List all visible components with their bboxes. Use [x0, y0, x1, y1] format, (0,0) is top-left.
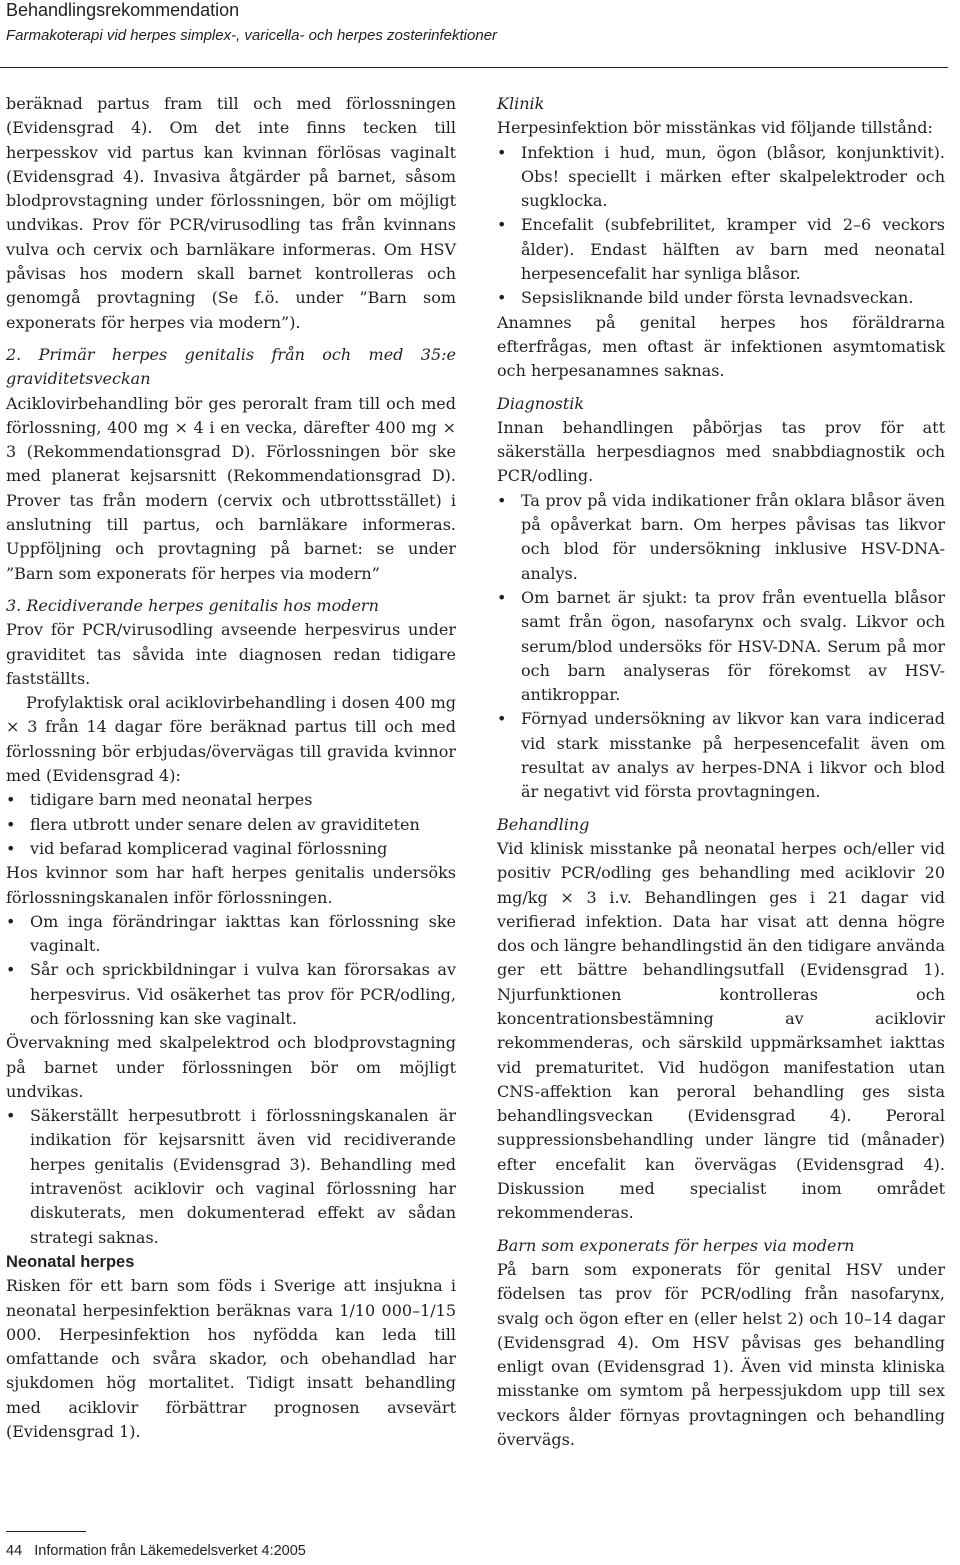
list-item: • Encefalit (subfebrilitet, kramper vid 2–6 veckors ålder). Endast hälften av barn med neonatal herpesencefalit har synliga blåsor. [497, 213, 945, 286]
paragraph: beräknad partus fram till och med förlossningen (Evidensgrad 4). Om det inte finns tecken till herpesskov vid partus kan kvinnan förlösas vaginalt (Evidensgrad 4). Invasiva åtgärder på barnet, såsom blodprovstagning under förlossningen, bör om möjligt undvikas. Prov för PCR/virusodling tas från kvinnans vulva och cervix och barnläkare informeras. Om HSV påvisas hos modern skall barnet kontrolleras och genomgå provtagning (Se f.ö. under ”Barn som exponerats för herpes via modern”). [6, 94, 456, 332]
bullet-list [497, 141, 945, 311]
list-item: • Säkerställt herpesutbrott i förlossningskanalen är indikation för kejsarsnitt även vid recidiverande herpes genitalis (Evidensgrad 3). Behandling med intravenöst aciklovir och vaginal förlossning har diskuterats, men dokumenterad effekt av sådan strategi saknas. [6, 1104, 456, 1250]
header-divider [0, 67, 948, 68]
section-heading-klinik: Klinik [497, 94, 545, 113]
right-column [497, 92, 945, 1452]
paragraph: Vid klinisk misstanke på neonatal herpes och/eller vid positiv PCR/odling ges behandling med aciklovir 20 mg/kg × 3 i.v. Behandlingen ges i 21 dagar vid verifierad infektion. Data har visat att denna högre dos och längre behandlingstid än den tidigare använda ger ett bättre behandlingsutfall (Evidensgrad 1). Njurfunktionen kontrolleras och koncentrationsbestämning av aciklovir rekommenderas, och särskild uppmärksamhet iakttas vid prematuritet. Vid hudögon manifestation utan CNS-affektion kan peroral behandling ges sista behandlingsveckan (Evidensgrad 4). Peroral suppressionsbehandling under längre tid (månader) efter encefalit kan övervägas (Evidensgrad 4). Diskussion med specialist inom området rekommenderas. [497, 838, 945, 1223]
list-item: • Sepsisliknande bild under första levnadsveckan. [497, 286, 945, 310]
list-item: • Ta prov på vida indikationer från oklara blåsor även på opåverkat barn. Om herpes påvisas tas likvor och blod för undersökning inklusive HSV-DNA-analys. [497, 489, 945, 586]
page-header [6, 0, 954, 45]
paragraph: Aciklovirbehandling bör ges peroralt fram till och med förlossning, 400 mg × 4 i en vecka, därefter 400 mg × 3 (Rekommendationsgrad D). Förlossningen bör ske med planerat kejsarsnitt (Rekommendationsgrad D). Prover tas från modern (cervix och utbrottsstället) i anslutning till partus, och barnläkare informeras. Uppföljning och provtagning på barnet: se under ”Barn som exponerats för herpes via modern” [6, 393, 456, 583]
list-item: • Sår och sprickbildningar i vulva kan förorsakas av herpesvirus. Vid osäkerhet tas prov för PCR/odling, och förlossning kan ske vaginalt. [6, 958, 456, 1031]
footer-divider [6, 1531, 86, 1532]
bullet-list [6, 910, 456, 1031]
section-heading-recurrent-herpes: 3. Recidiverande herpes genitalis hos modern [6, 595, 379, 615]
section-heading-behandling: Behandling [497, 814, 590, 834]
list-item: • tidigare barn med neonatal herpes [6, 788, 456, 812]
list-item: • Om barnet är sjukt: ta prov från eventuella blåsor samt från ögon, nasofarynx och svalg. Likvor och serum/blod undersöks för HSV-DNA. Serum på mor och barn analyseras för förekomst av HSV-antikroppar. [497, 586, 945, 707]
paragraph: Prov för PCR/virusodling avseende herpesvirus under graviditet tas såvida inte diagnosen redan tidigare fastställts. [6, 620, 456, 688]
list-item: • Förnyad undersökning av likvor kan vara indicerad vid stark misstanke på herpesencefalit även om resultat av analys av herpes-DNA i likvor och blod är negativt vid första provtagningen. [497, 707, 945, 804]
paragraph: Innan behandlingen påbörjas tas prov för att säkerställa herpesdiagnos med snabbdiagnostik och PCR/odling. [497, 417, 945, 486]
section-heading-diagnostik: Diagnostik [497, 393, 585, 413]
publication-name: Information från Läkemedelsverket 4:2005 [34, 1543, 306, 1559]
document-title: Behandlingsrekommendation [6, 0, 240, 20]
paragraph: Övervakning med skalpelektrod och blodprovstagning på barnet under förlossningen bör om möjligt undvikas. [6, 1033, 456, 1101]
section-heading-primary-herpes: 2. Primär herpes genitalis från och med 35:e graviditetsveckan [6, 344, 456, 389]
document-subtitle: Farmakoterapi vid herpes simplex-, varicella- och herpes zosterinfektioner [6, 27, 498, 44]
page-number: 44 [6, 1543, 23, 1559]
paragraph: På barn som exponerats för genital HSV under födelsen tas prov för PCR/odling från nasofarynx, svalg och ögon efter en (eller helst 2) och 10–14 dagar (Evidensgrad 4). Om HSV påvisas ges behandling enligt ovan (Evidensgrad 1). Även vid minsta kliniska misstanke om symtom på herpessjukdom upp till sex veckors ålder förnyas provtagningen och behandling övervägs. [497, 1259, 945, 1450]
bullet-list [6, 1104, 456, 1250]
paragraph: Risken för ett barn som föds i Sverige att insjukna i neonatal herpesinfektion beräknas vara 1/10 000–1/15 000. Herpesinfektion hos nyfödda kan leda till omfattande och svåra skador, och obehandlad har sjukdomen hög mortalitet. Tidigt insatt behandling med aciklovir förbättrar prognosen avsevärt (Evidensgrad 1). [6, 1276, 456, 1442]
paragraph: Hos kvinnor som har haft herpes genitalis undersöks förlossningskanalen inför förlossningen. [6, 863, 456, 907]
list-item: • vid befarad komplicerad vaginal förlossning [6, 837, 456, 861]
bullet-list [497, 489, 945, 805]
page-footer [6, 1542, 306, 1560]
paragraph: Profylaktisk oral aciklovirbehandling i dosen 400 mg × 3 från 14 dagar före beräknad partus till och med förlossning bör erbjudas/övervägas till gravida kvinnor med (Evidensgrad 4): [6, 693, 456, 786]
paragraph: Herpesinfektion bör misstänkas vid följande tillstånd: [497, 118, 933, 138]
paragraph: Anamnes på genital herpes hos föräldrarna efterfrågas, men oftast är infektionen asymtomatisk och herpesanamnes saknas. [497, 312, 945, 381]
list-item: • Om inga förändringar iakttas kan förlossning ske vaginalt. [6, 910, 456, 959]
bullet-list [6, 788, 456, 861]
left-column [6, 92, 456, 1444]
list-item: • Infektion i hud, mun, ögon (blåsor, konjunktivit). Obs! speciellt i märken efter skalpelektroder och sugklocka. [497, 141, 945, 214]
section-heading-barn-exponerade: Barn som exponerats för herpes via modern [497, 1235, 855, 1255]
section-heading-neonatal-herpes: Neonatal herpes [6, 1252, 135, 1271]
list-item: • flera utbrott under senare delen av graviditeten [6, 813, 456, 837]
